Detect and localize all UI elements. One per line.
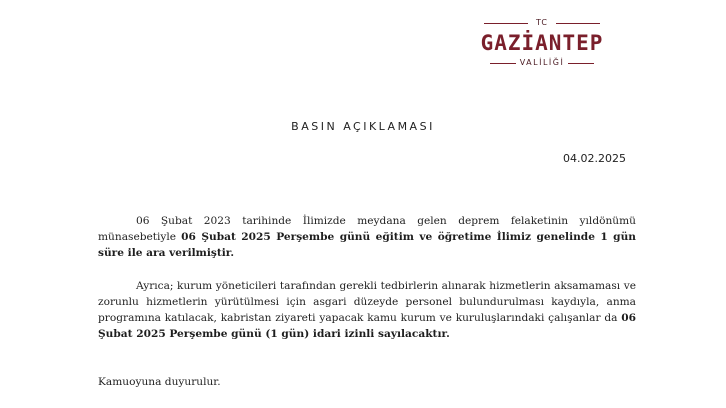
closing-line: Kamuoyuna duyurulur.: [98, 376, 221, 388]
paragraph-1-bold: 06 Şubat 2025 Perşembe günü eğitim ve öğretime İlimiz genelinde 1 gün süre ile ara verilmiştir.: [98, 231, 636, 259]
document-date: 04.02.2025: [563, 152, 626, 165]
logo-tc-text: TC: [535, 18, 548, 27]
paragraph-2-bold: 06 Şubat 2025 Perşembe günü (1 gün) idari izinli sayılacaktır.: [98, 312, 636, 340]
document-title: BASIN AÇIKLAMASI: [291, 120, 435, 133]
paragraph-1-text: 06 Şubat 2023 tarihinde İlimizde meydana gelen deprem felaketinin yıldönümü münasebetiyle: [98, 215, 636, 243]
gaziantep-valiligi-logo: [472, 18, 612, 74]
paragraph-2-text: Ayrıca; kurum yöneticileri tarafından gerekli tedbirlerin alınarak hizmetlerin aksamaması ve zorunlu hizmetlerin yürütülmesi için asgari düzeyde personel bulundurulması kaydıyla, anma programına katılacak, kabristan ziyareti yapacak kamu kurum ve kuruluşlarındaki çalışanlar da: [98, 280, 636, 324]
logo-name: GAZİANTEP: [480, 31, 604, 55]
logo-divider-right: [568, 63, 594, 64]
logo-valilik-text: VALİLİĞİ: [519, 58, 565, 67]
logo-divider-right: [556, 23, 600, 24]
logo-tc-row: [472, 18, 612, 28]
paragraph-2: [98, 278, 636, 342]
paragraph-1: [98, 213, 636, 261]
logo-valilik-row: [472, 57, 612, 69]
